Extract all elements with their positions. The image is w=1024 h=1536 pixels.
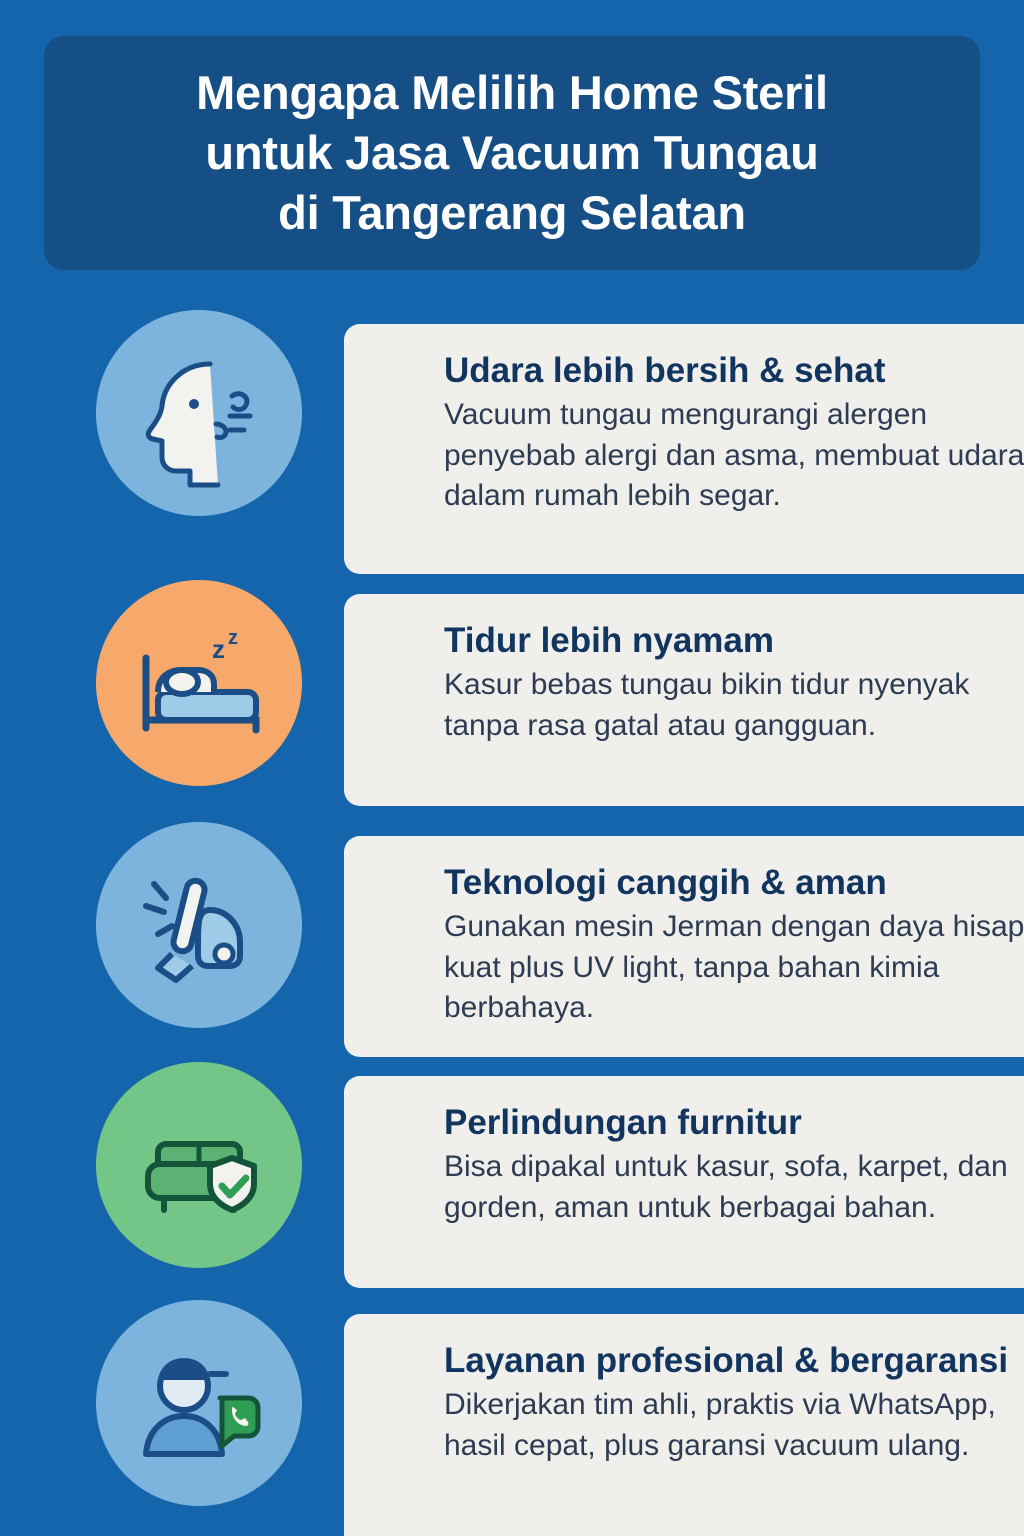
benefit-card-5 xyxy=(344,1314,1024,1536)
benefit-card-3 xyxy=(344,836,1024,1057)
benefit-card-2 xyxy=(344,594,1024,806)
technician-whatsapp-icon xyxy=(96,1300,302,1506)
page-title-line-2: untuk Jasa Vacuum Tungau xyxy=(205,125,819,179)
benefit-desc-2: Kasur bebas tungau bikin tidur nyenyak tanpa rasa gatal atau gangguan. xyxy=(444,668,970,742)
svg-text:z: z xyxy=(228,627,238,649)
benefit-desc-1: Vacuum tungau mengurangi alergen penyebab alergi dan asma, membuat udara dalam rumah lebih segar. xyxy=(444,398,1024,513)
vacuum-cleaner-icon xyxy=(96,822,302,1028)
benefit-title-3: Teknologi canggih & aman xyxy=(444,863,887,902)
benefit-title-5: Layanan profesional & bergaransi xyxy=(444,1341,1009,1380)
head-breathing-icon xyxy=(96,310,302,516)
page-title-line-3: di Tangerang Selatan xyxy=(278,186,746,240)
benefit-desc-5: Dikerjakan tim ahli, praktis via WhatsApp, hasil cepat, plus garansi vacuum ulang. xyxy=(444,1388,996,1462)
benefit-desc-4: Bisa dipakal untuk kasur, sofa, karpet, dan gorden, aman untuk berbagai bahan. xyxy=(444,1150,1008,1224)
benefit-title-2: Tidur lebih nyamam xyxy=(444,621,774,660)
benefit-title-1: Udara lebih bersih & sehat xyxy=(444,351,886,390)
benefit-card-1 xyxy=(344,324,1024,574)
svg-text:z: z xyxy=(212,634,225,664)
benefit-desc-3: Gunakan mesin Jerman dengan daya hisap kuat plus UV light, tanpa bahan kimia berbahaya. xyxy=(444,910,1024,1025)
benefit-card-4 xyxy=(344,1076,1024,1288)
benefit-title-4: Perlindungan furnitur xyxy=(444,1103,802,1142)
page-title-card xyxy=(44,36,980,270)
page-title-line-1: Mengapa Melilih Home Steril xyxy=(196,65,828,119)
sofa-shield-icon xyxy=(96,1062,302,1268)
bed-sleeping-icon xyxy=(96,580,302,786)
